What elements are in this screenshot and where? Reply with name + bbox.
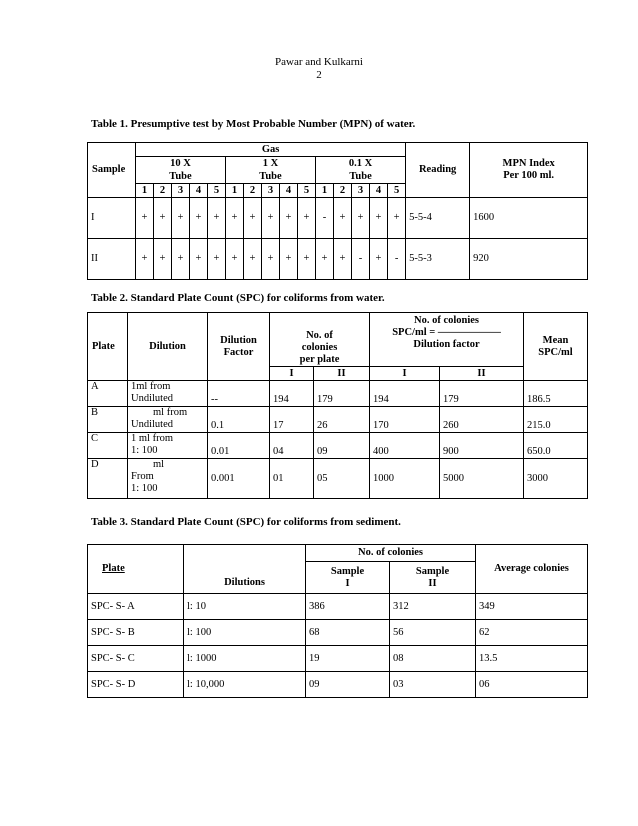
- t2-header-factor-line1: Dilution: [220, 334, 257, 346]
- t1-tube-num: 1: [136, 184, 154, 198]
- t2-header-mean-line2: SPC/ml: [538, 346, 573, 358]
- t3-avg-cell: 349: [476, 594, 588, 620]
- t1-sign: +: [280, 239, 298, 280]
- t1-tube-num: 1: [226, 184, 244, 198]
- t2-s2-cell: 5000: [440, 459, 524, 499]
- t1-sign: +: [298, 239, 316, 280]
- t2-c2-cell: 179: [314, 381, 370, 407]
- t3-plate-cell: SPC- S- C: [88, 646, 184, 672]
- t3-s2-cell: 08: [390, 646, 476, 672]
- t3-header-sample2-line2: II: [428, 577, 437, 589]
- t2-header-spc-line2: SPC/ml = ——————: [392, 327, 501, 338]
- t2-dilution-line2: From: [131, 471, 154, 482]
- t1-reading-cell: 5-5-3: [406, 239, 470, 280]
- t2-sub-ii: II: [314, 367, 370, 381]
- t2-dilution-cell: [128, 407, 208, 433]
- t3-header-plate: [88, 545, 184, 594]
- t3-header-sample1: [306, 562, 390, 594]
- t1-sign: +: [136, 239, 154, 280]
- t2-s2-cell: 260: [440, 407, 524, 433]
- t2-dilution-line2: 1: 100: [131, 445, 158, 456]
- t2-dilution-cell: [128, 433, 208, 459]
- t1-group-0-1x: 0.1 X: [316, 157, 406, 171]
- table-row: [88, 672, 588, 698]
- t1-sign: +: [244, 198, 262, 239]
- table1-caption: Table 1. Presumptive test by Most Probable Number (MPN) of water.: [91, 118, 416, 130]
- t2-dilution-line3: 1: 100: [131, 483, 158, 494]
- t3-dil-cell: l: 10,000: [184, 672, 306, 698]
- t2-s1-cell: 1000: [370, 459, 440, 499]
- t2-c2-cell: 05: [314, 459, 370, 499]
- t2-dilution-cell: [128, 381, 208, 407]
- t3-header-dilutions: Dilutions: [184, 545, 306, 594]
- table-row: [88, 594, 588, 620]
- t2-factor-cell: 0.001: [208, 459, 270, 499]
- t1-tube-num: 5: [298, 184, 316, 198]
- t1-sign: +: [190, 239, 208, 280]
- t2-header-factor-line2: Factor: [223, 346, 254, 358]
- t1-tube-num: 4: [370, 184, 388, 198]
- table-row: [88, 198, 588, 239]
- t1-sign: +: [262, 239, 280, 280]
- author-line: Pawar and Kulkarni: [275, 56, 363, 68]
- t1-tube-label-b: Tube: [226, 170, 316, 184]
- t1-sign: +: [226, 239, 244, 280]
- page-header: [0, 56, 638, 82]
- t1-sign: +: [334, 198, 352, 239]
- t3-header-sample2: [390, 562, 476, 594]
- t2-sub-i: I: [370, 367, 440, 381]
- t2-header-colonies-line2: colonies: [301, 342, 338, 353]
- t1-sign: +: [226, 198, 244, 239]
- page-number: 2: [316, 69, 322, 81]
- table-row: [88, 459, 588, 499]
- t2-header-mean: [524, 313, 588, 381]
- t2-dilution-line2: Undiluted: [131, 419, 173, 430]
- t2-header-plate: Plate: [88, 313, 128, 381]
- t2-mean-cell: 3000: [524, 459, 588, 499]
- t1-group-10x: 10 X: [136, 157, 226, 171]
- t1-tube-num: 3: [352, 184, 370, 198]
- t2-plate-cell: B: [88, 407, 128, 433]
- t1-sign: +: [244, 239, 262, 280]
- table-row: [88, 239, 588, 280]
- table2-spc-water: [87, 312, 588, 499]
- t2-c2-cell: 09: [314, 433, 370, 459]
- t1-tube-num: 1: [316, 184, 334, 198]
- t1-sign: +: [262, 198, 280, 239]
- t2-dilution-line1: 1 ml from: [131, 433, 173, 444]
- t1-sample-cell: II: [88, 239, 136, 280]
- t3-s1-cell: 19: [306, 646, 390, 672]
- t2-s1-cell: 170: [370, 407, 440, 433]
- t2-s2-cell: 179: [440, 381, 524, 407]
- t3-header-average: Average colonies: [476, 545, 588, 594]
- t1-sign: +: [208, 239, 226, 280]
- t1-sign: +: [388, 198, 406, 239]
- t3-avg-cell: 62: [476, 620, 588, 646]
- t2-dilution-line1: ml: [153, 459, 165, 470]
- t1-tube-num: 2: [244, 184, 262, 198]
- t2-c2-cell: 26: [314, 407, 370, 433]
- t1-tube-num: 2: [154, 184, 172, 198]
- t2-plate-cell: A: [88, 381, 128, 407]
- t2-s1-cell: 400: [370, 433, 440, 459]
- t1-sign: +: [370, 239, 388, 280]
- t2-header-spc-line1: No. of colonies: [413, 315, 480, 326]
- t2-header-dilution: Dilution: [128, 313, 208, 381]
- t2-plate-cell: C: [88, 433, 128, 459]
- t1-header-reading: Reading: [406, 143, 470, 198]
- table2-caption: Table 2. Standard Plate Count (SPC) for coliforms from water.: [91, 292, 385, 304]
- t2-dilution-cell: [128, 459, 208, 499]
- t3-header-sample2-line1: Sample: [415, 565, 450, 577]
- t1-header-sample: Sample: [88, 143, 136, 198]
- t1-header-gas: Gas: [136, 143, 406, 157]
- t2-sub-i: I: [270, 367, 314, 381]
- t2-dilution-line2: Undiluted: [131, 393, 173, 404]
- t1-tube-num: 5: [208, 184, 226, 198]
- t2-header-spc-formula: [370, 313, 524, 367]
- t1-sample-cell: I: [88, 198, 136, 239]
- t1-tube-num: 4: [280, 184, 298, 198]
- t1-sign: -: [352, 239, 370, 280]
- t3-header-colonies: No. of colonies: [306, 545, 476, 562]
- t1-tube-num: 2: [334, 184, 352, 198]
- t1-reading-cell: 5-5-4: [406, 198, 470, 239]
- t2-dilution-line1: 1ml from: [131, 381, 171, 392]
- t3-dil-cell: l: 1000: [184, 646, 306, 672]
- t2-header-colonies-line3: per plate: [299, 354, 340, 365]
- t2-header-factor: [208, 313, 270, 381]
- t3-s1-cell: 68: [306, 620, 390, 646]
- t3-dil-cell: l: 10: [184, 594, 306, 620]
- t1-sign: +: [172, 239, 190, 280]
- t2-c1-cell: 194: [270, 381, 314, 407]
- t1-sign: +: [352, 198, 370, 239]
- t1-group-1x: 1 X: [226, 157, 316, 171]
- t2-plate-cell: D: [88, 459, 128, 499]
- t1-sign: +: [208, 198, 226, 239]
- t2-header-colonies: [270, 313, 370, 367]
- t1-header-mpn: [470, 143, 588, 198]
- t1-sign: +: [280, 198, 298, 239]
- t1-sign: +: [154, 198, 172, 239]
- t1-sign: +: [190, 198, 208, 239]
- t2-c1-cell: 04: [270, 433, 314, 459]
- t3-avg-cell: 06: [476, 672, 588, 698]
- t1-sign: +: [334, 239, 352, 280]
- t1-tube-num: 3: [172, 184, 190, 198]
- t2-factor-cell: 0.01: [208, 433, 270, 459]
- t2-c1-cell: 17: [270, 407, 314, 433]
- t3-s2-cell: 56: [390, 620, 476, 646]
- t2-s2-cell: 900: [440, 433, 524, 459]
- t2-factor-cell: 0.1: [208, 407, 270, 433]
- t2-s1-cell: 194: [370, 381, 440, 407]
- t1-sign: -: [316, 198, 334, 239]
- t3-header-sample1-line1: Sample: [330, 565, 365, 577]
- t1-sign: -: [388, 239, 406, 280]
- table-row: [88, 620, 588, 646]
- t3-s2-cell: 312: [390, 594, 476, 620]
- t1-mpn-cell: 920: [470, 239, 588, 280]
- table1-mpn: [87, 142, 588, 280]
- table-row: [88, 381, 588, 407]
- t1-tube-label-c: Tube: [316, 170, 406, 184]
- t1-tube-label-a: Tube: [136, 170, 226, 184]
- t2-header-spc-line3: Dilution factor: [413, 339, 480, 350]
- t2-mean-cell: 650.0: [524, 433, 588, 459]
- t3-s1-cell: 386: [306, 594, 390, 620]
- t2-mean-cell: 215.0: [524, 407, 588, 433]
- t3-header-plate-label: Plate: [102, 563, 125, 574]
- table-row: [88, 433, 588, 459]
- t3-dil-cell: l: 100: [184, 620, 306, 646]
- t1-sign: +: [136, 198, 154, 239]
- t2-dilution-line1: ml from: [153, 407, 188, 418]
- t1-sign: +: [370, 198, 388, 239]
- t2-header-colonies-line1: No. of: [306, 330, 333, 341]
- t3-plate-cell: SPC- S- D: [88, 672, 184, 698]
- t1-sign: +: [172, 198, 190, 239]
- t1-sign: +: [298, 198, 316, 239]
- table-row: [88, 646, 588, 672]
- t1-header-mpn-line1: MPN Index: [502, 158, 555, 169]
- table3-caption: Table 3. Standard Plate Count (SPC) for coliforms from sediment.: [91, 516, 401, 528]
- t1-sign: +: [154, 239, 172, 280]
- t2-mean-cell: 186.5: [524, 381, 588, 407]
- t2-c1-cell: 01: [270, 459, 314, 499]
- t1-sign: +: [316, 239, 334, 280]
- t1-header-mpn-line2: Per 100 ml.: [503, 170, 555, 181]
- t3-plate-cell: SPC- S- A: [88, 594, 184, 620]
- t2-sub-ii: II: [440, 367, 524, 381]
- t3-header-sample1-line2: I: [345, 577, 350, 589]
- t1-tube-num: 4: [190, 184, 208, 198]
- t3-s2-cell: 03: [390, 672, 476, 698]
- t2-header-mean-line1: Mean: [542, 334, 569, 346]
- t2-factor-cell: --: [208, 381, 270, 407]
- t1-mpn-cell: 1600: [470, 198, 588, 239]
- t1-tube-num: 3: [262, 184, 280, 198]
- t3-avg-cell: 13.5: [476, 646, 588, 672]
- t3-plate-cell: SPC- S- B: [88, 620, 184, 646]
- table-row: [88, 407, 588, 433]
- t1-tube-num: 5: [388, 184, 406, 198]
- table3-spc-sediment: [87, 544, 588, 698]
- t3-s1-cell: 09: [306, 672, 390, 698]
